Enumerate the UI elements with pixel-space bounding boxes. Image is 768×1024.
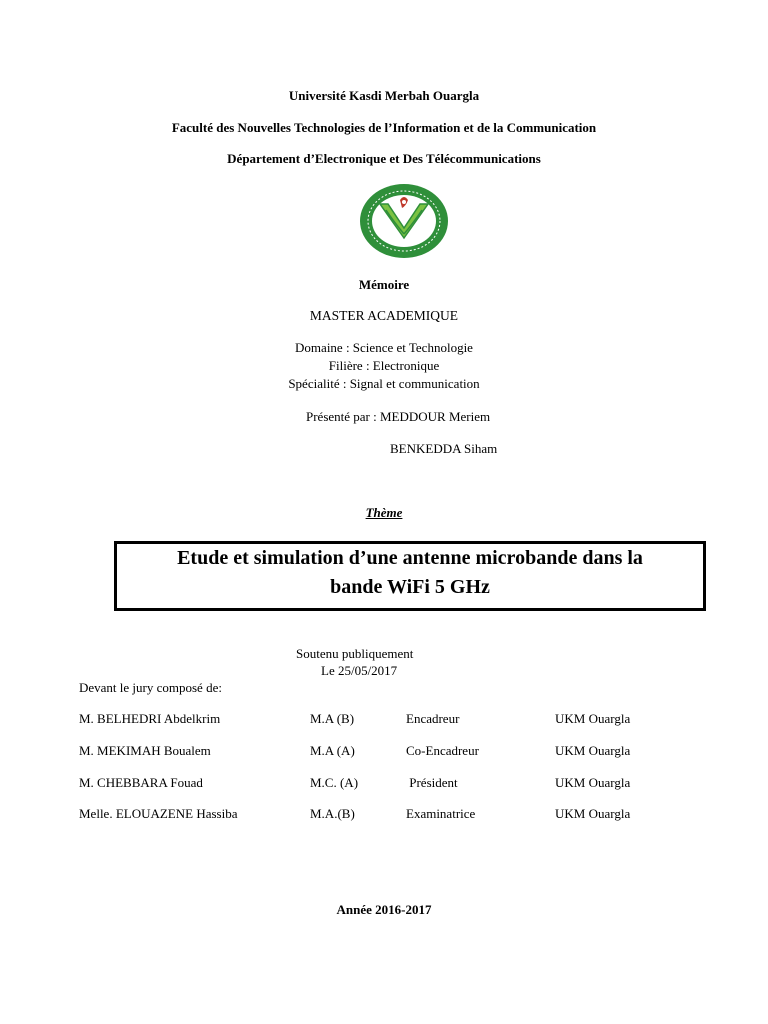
jury-member-institution: UKM Ouargla <box>555 743 631 758</box>
second-author: BENKEDDA Siham <box>390 441 498 456</box>
theme-label: Thème <box>365 505 403 520</box>
academic-year: Année 2016-2017 <box>336 902 432 917</box>
university-seal-icon <box>358 182 450 260</box>
jury-member-name: M. CHEBBARA Fouad <box>79 775 203 790</box>
jury-member-institution: UKM Ouargla <box>555 711 631 726</box>
jury-member-role: Examinatrice <box>406 806 476 821</box>
jury-member-grade: M.A (A) <box>310 743 355 758</box>
jury-member-institution: UKM Ouargla <box>555 775 631 790</box>
jury-row <box>0 775 768 793</box>
filiere-line: Filière : Electronique <box>328 358 440 373</box>
degree-title: MASTER ACADEMIQUE <box>309 308 459 323</box>
jury-member-grade: M.C. (A) <box>310 775 359 790</box>
jury-member-name: M. MEKIMAH Boualem <box>79 743 211 758</box>
jury-member-role: Président <box>406 775 458 790</box>
domaine-line: Domaine : Science et Technologie <box>295 340 473 355</box>
defense-date: Le 25/05/2017 <box>321 663 398 678</box>
jury-member-grade: M.A (B) <box>310 711 355 726</box>
department-name: Département d’Electronique et Des Télécommunications <box>227 151 541 166</box>
thesis-title-line-2: bande WiFi 5 GHz <box>330 576 490 598</box>
jury-row <box>0 711 768 729</box>
jury-member-role: Co-Encadreur <box>406 743 479 758</box>
thesis-title-box <box>114 541 706 611</box>
jury-row <box>0 806 768 824</box>
jury-member-name: M. BELHEDRI Abdelkrim <box>79 711 221 726</box>
jury-member-grade: M.A.(B) <box>310 806 355 821</box>
presented-by-line: Présenté par : MEDDOUR Meriem <box>306 409 491 424</box>
defense-public: Soutenu publiquement <box>296 646 414 661</box>
university-name: Université Kasdi Merbah Ouargla <box>288 88 480 103</box>
jury-member-institution: UKM Ouargla <box>555 806 631 821</box>
thesis-title-line-1: Etude et simulation d’une antenne microbande dans la <box>177 547 643 569</box>
specialite-line: Spécialité : Signal et communication <box>288 376 480 391</box>
jury-member-role: Encadreur <box>406 711 460 726</box>
memoire-label: Mémoire <box>358 277 410 292</box>
jury-row <box>0 743 768 761</box>
jury-intro: Devant le jury composé de: <box>79 680 222 695</box>
faculty-name: Faculté des Nouvelles Technologies de l’Information et de la Communication <box>171 120 597 135</box>
jury-member-name: Melle. ELOUAZENE Hassiba <box>79 806 238 821</box>
